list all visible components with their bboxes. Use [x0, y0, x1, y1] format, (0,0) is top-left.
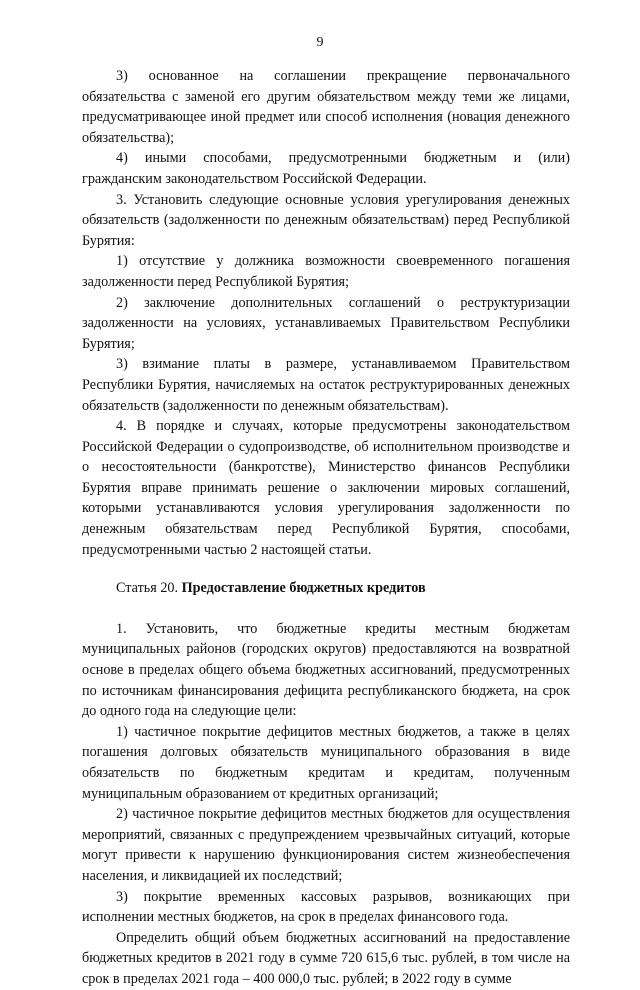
- paragraph: 1) отсутствие у должника возможности своевременного погашения задолженности перед Республикой Бурятия;: [82, 253, 570, 290]
- paragraph: 3) основанное на соглашении прекращение первоначального обязательства с заменой его другим обязательством между теми же лицами, предусматривающее иной предмет или способ исполнения (новация денежного обязательства);: [82, 68, 570, 146]
- document-body: [82, 66, 570, 990]
- paragraph: 4. В порядке и случаях, которые предусмотрены законодательством Российской Федерации о судопроизводстве, об исполнительном производстве и о несостоятельности (банкротстве), Министерство финансов Республики Бурятия вправе принимать решение о заключении мировых соглашений, которыми устанавливаются условия урегулирования задолженности по денежным обязательствам перед Республикой Бурятия, способами, предусмотренными частью 2 настоящей статьи.: [82, 418, 570, 558]
- paragraph: 2) заключение дополнительных соглашений о реструктуризации задолженности на условиях, устанавливаемых Правительством Республики Бурятия;: [82, 294, 570, 352]
- paragraph: 1) частичное покрытие дефицитов местных бюджетов, а также в целях погашения долговых обязательств муниципального образования в виде обязательств по бюджетным кредитам и кредитам, полученным муниципальным образованием от кредитных организаций;: [82, 723, 570, 802]
- article-prefix: Статья 20.: [116, 580, 182, 597]
- page-number: 9: [316, 35, 324, 50]
- paragraph: 3) покрытие временных кассовых разрывов, возникающих при исполнении местных бюджетов, на срок в пределах финансового года.: [82, 888, 570, 926]
- article-heading: [82, 578, 570, 599]
- paragraph: 2) частичное покрытие дефицитов местных бюджетов для осуществления мероприятий, связанных с предупреждением чрезвычайных ситуаций, которые могут привести к нарушению функционирования систем жизнеобеспечения населения, и ликвидацией их последствий;: [82, 806, 570, 884]
- article-title: Предоставление бюджетных кредитов: [181, 580, 426, 597]
- paragraph: 3) взимание платы в размере, устанавливаемом Правительством Республики Бурятия, начисляемых на остаток реструктурированных денежных обязательств (задолженности по денежным обязательствам).: [82, 356, 570, 414]
- paragraph: Определить общий объем бюджетных ассигнований на предоставление бюджетных кредитов в 2021 году в сумме 720 615,6 тыс. рублей, в том числе на срок в пределах 2021 года – 400 000,0 тыс. рублей; в 2022 году в сумме: [82, 929, 570, 987]
- paragraph: 3. Установить следующие основные условия урегулирования денежных обязательств (задолженности по денежным обязательствам) перед Республикой Бурятия:: [82, 191, 570, 249]
- paragraph: 4) иными способами, предусмотренными бюджетным и (или) гражданским законодательством Российской Федерации.: [82, 150, 570, 187]
- paragraph: 1. Установить, что бюджетные кредиты местным бюджетам муниципальных районов (городских округов) предоставляются на возвратной основе в пределах общего объема бюджетных ассигнований, предусмотренных по источникам финансирования дефицита республиканского бюджета, на срок до одного года на следующие цели:: [82, 620, 570, 720]
